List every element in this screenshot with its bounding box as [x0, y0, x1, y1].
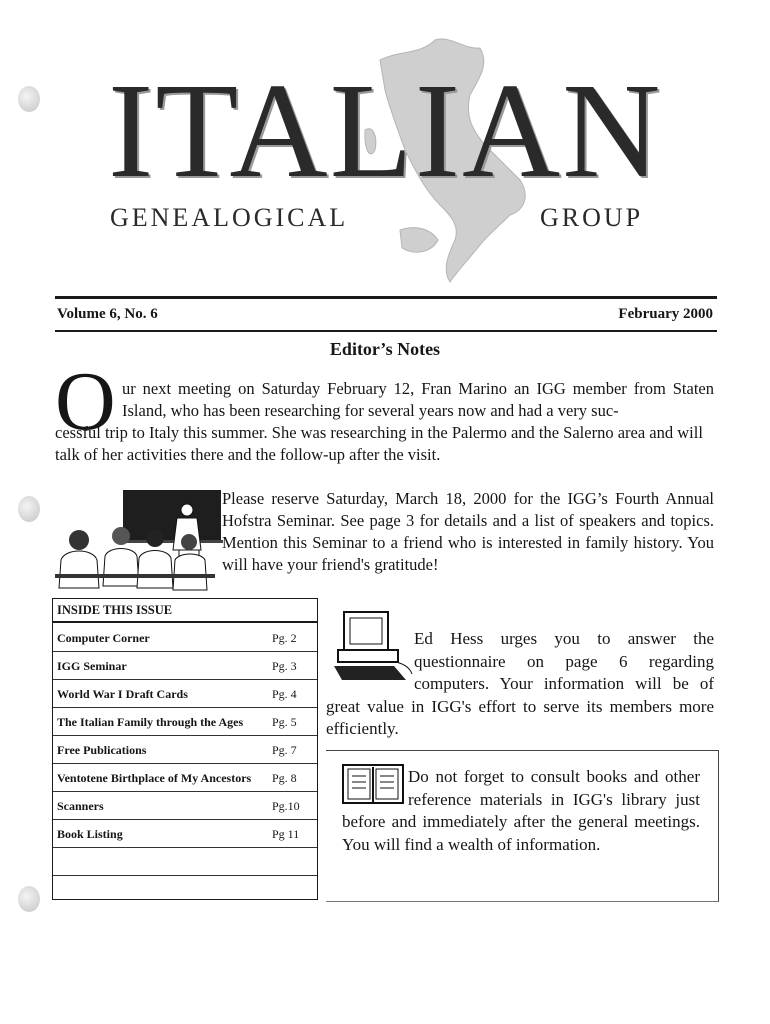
icon-spacer — [326, 628, 414, 684]
toc-page: Pg. 7 — [272, 743, 297, 757]
toc-page: Pg. 5 — [272, 715, 297, 729]
toc-page: Pg. 2 — [272, 631, 297, 645]
toc-page: Pg. 8 — [272, 771, 297, 785]
drop-cap: O — [55, 355, 116, 448]
masthead-title: ITALIAN — [108, 56, 663, 206]
divider — [55, 296, 717, 299]
toc-row — [53, 708, 317, 736]
toc-row — [53, 764, 317, 792]
toc-title: Free Publications — [57, 743, 147, 757]
punch-hole — [18, 496, 40, 522]
issue-date: February 2000 — [618, 306, 713, 322]
toc-title: Scanners — [57, 799, 104, 813]
toc-row — [53, 792, 317, 820]
inside-this-issue-box — [52, 598, 318, 900]
divider — [55, 330, 717, 332]
paragraph-meeting-cont: cessful trip to Italy this summer. She was researching in the Palermo and the Salerno area and will talk of her activities there and the follow-up after the visit. — [55, 423, 703, 464]
toc-row — [53, 736, 317, 764]
paragraph-questionnaire — [326, 628, 714, 741]
masthead-subtitle-left: GENEALOGICAL — [110, 203, 349, 232]
toc-title: Book Listing — [57, 827, 123, 841]
toc-row — [53, 624, 317, 652]
paragraph-meeting: ur next meeting on Saturday February 12, Fran Marino an IGG member from Staten Island, who has been researching for several years now and had a very suc- — [122, 379, 714, 420]
toc-heading: INSIDE THIS ISSUE — [57, 603, 173, 617]
toc-title: Ventotene Birthplace of My Ancestors — [57, 771, 252, 785]
paragraph-library — [342, 766, 700, 856]
paragraph-seminar: Please reserve Saturday, March 18, 2000 for the IGG’s Fourth Annual Hofstra Seminar. See page 3 for details and a list of speakers and topics. Mention this Seminar to a friend who is interested in family history. You will have your friend's gratitude! — [222, 489, 714, 574]
toc-row — [53, 848, 317, 876]
toc-title: The Italian Family through the Ages — [57, 715, 244, 729]
toc-row — [53, 652, 317, 680]
toc-title: Computer Corner — [57, 631, 150, 645]
toc-row — [53, 820, 317, 848]
toc-page: Pg.10 — [272, 799, 300, 813]
volume-number: Volume 6, No. 6 — [57, 306, 158, 322]
punch-hole — [18, 886, 40, 912]
paragraph-questionnaire-text: Ed Hess urges you to answer the questionnaire on page 6 regarding computers. Your information will be of great value in IGG's effort to serve its members more efficiently. — [326, 629, 714, 738]
toc-title: World War I Draft Cards — [57, 687, 188, 701]
toc-row — [53, 680, 317, 708]
paragraph-library-text: Do not forget to consult books and other reference materials in IGG's library just before and immediately after the general meetings. You will find a wealth of information. — [342, 767, 700, 854]
masthead-subtitle-right: GROUP — [540, 203, 644, 232]
punch-hole — [18, 86, 40, 112]
icon-spacer — [342, 766, 408, 806]
toc-page: Pg. 4 — [272, 687, 297, 701]
toc-page: Pg. 3 — [272, 659, 297, 673]
divider — [53, 621, 317, 623]
toc-page: Pg 11 — [272, 827, 300, 841]
classroom-illustration — [55, 488, 223, 596]
section-title: Editor’s Notes — [329, 339, 441, 359]
toc-title: IGG Seminar — [57, 659, 127, 673]
